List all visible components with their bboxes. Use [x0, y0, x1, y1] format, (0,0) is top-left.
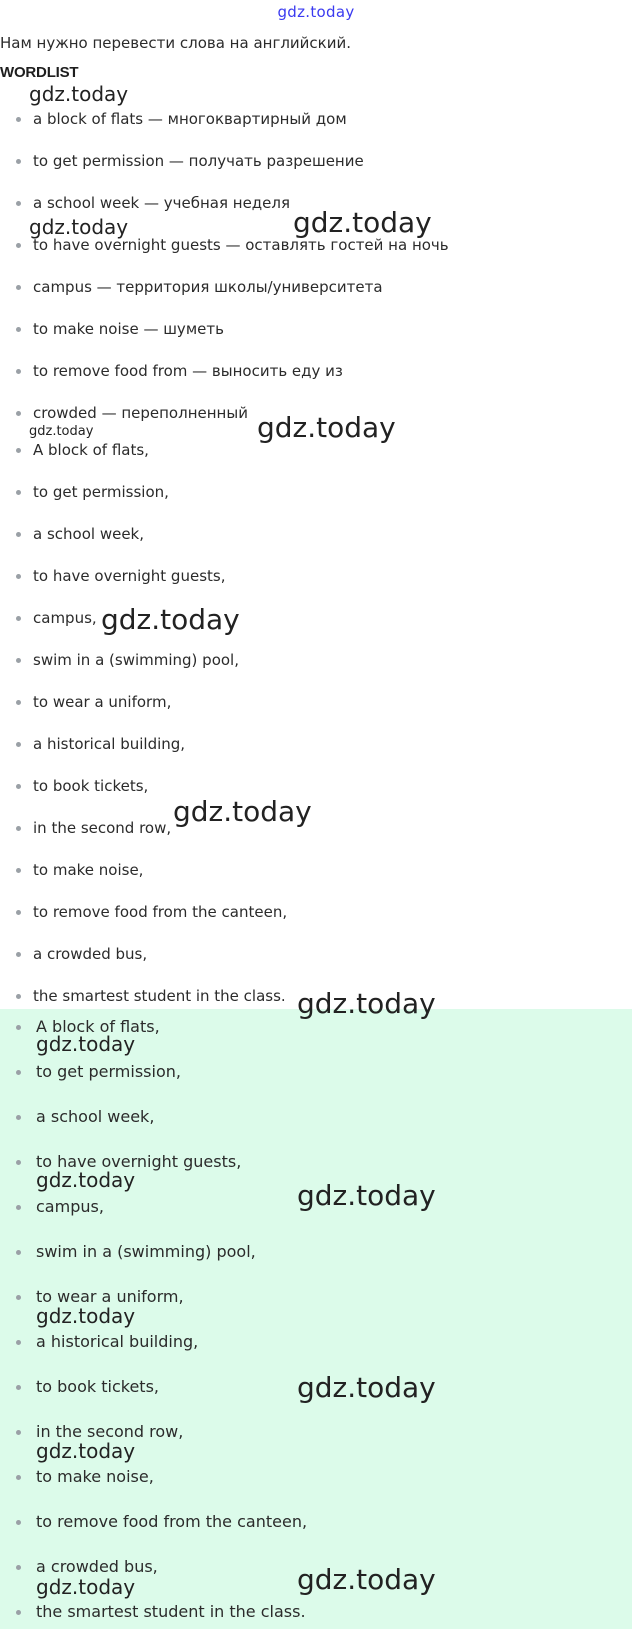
bullet-icon [16, 742, 21, 747]
watermark: gdz.today [257, 411, 396, 444]
bullet-icon [16, 1385, 21, 1390]
bullet-icon [16, 1250, 21, 1255]
list-item [0, 1107, 632, 1152]
bullet-icon [16, 243, 21, 248]
watermark: gdz.today [29, 424, 94, 439]
list-item-text: a school week, [33, 525, 144, 543]
list-item-text: A block of flats, [36, 1017, 160, 1036]
bullet-icon [16, 616, 21, 621]
bullet-icon [16, 327, 21, 332]
list-item-text: a crowded bus, [33, 945, 148, 963]
watermark: gdz.today [36, 1304, 136, 1328]
intro-text: Нам нужно перевести слова на английский. [0, 34, 351, 52]
bullet-icon [16, 1610, 21, 1615]
wordlist [0, 109, 632, 445]
watermark: gdz.today [29, 82, 129, 106]
list-item-text: a historical building, [33, 735, 186, 753]
bullet-icon [16, 784, 21, 789]
bullet-icon [16, 826, 21, 831]
list-item-text: to get permission — получать разрешение [33, 152, 364, 170]
list-item-text: in the second row, [33, 819, 172, 837]
list-item [0, 361, 632, 403]
list-item [0, 109, 632, 151]
list-item [0, 524, 632, 566]
site-link[interactable]: gdz.today [277, 3, 355, 21]
list-item-text: to remove food from the canteen, [33, 903, 288, 921]
list-item [0, 440, 632, 482]
list-item-text: to get permission, [36, 1062, 181, 1081]
bullet-icon [16, 1295, 21, 1300]
bullet-icon [16, 1475, 21, 1480]
list-item-text: in the second row, [36, 1422, 184, 1441]
list-item [0, 902, 632, 944]
list-item-text: a historical building, [36, 1332, 199, 1351]
list-item-text: A block of flats, [33, 441, 149, 459]
list-item-text: campus — территория школы/университета [33, 278, 383, 296]
list-item-text: a school week — учебная неделя [33, 194, 291, 212]
bullet-icon [16, 1160, 21, 1165]
bullet-icon [16, 490, 21, 495]
list-item [0, 734, 632, 776]
bullet-icon [16, 952, 21, 957]
bullet-icon [16, 369, 21, 374]
list-item [0, 277, 632, 319]
list-item-text: to wear a uniform, [36, 1287, 184, 1306]
list-item-text: swim in a (swimming) pool, [36, 1242, 256, 1261]
watermark: gdz.today [293, 206, 432, 239]
list-item-text: to make noise, [33, 861, 144, 879]
watermark: gdz.today [36, 1032, 136, 1056]
list-item-text: to book tickets, [33, 777, 149, 795]
list-item [0, 603, 632, 650]
bullet-icon [16, 700, 21, 705]
bullet-icon [16, 658, 21, 663]
list-item-text: to book tickets, [36, 1377, 159, 1396]
list-item-text: to have overnight guests, [33, 567, 226, 585]
bullet-icon [16, 574, 21, 579]
list-item-text: to make noise — шуметь [33, 320, 224, 338]
bullet-icon [16, 994, 21, 999]
list-item [0, 860, 632, 902]
bullet-icon [16, 201, 21, 206]
list-item-text: to wear a uniform, [33, 693, 172, 711]
section-heading: WORDLIST [0, 64, 79, 81]
list-item [0, 818, 632, 860]
bullet-icon [16, 1565, 21, 1570]
list-item [0, 692, 632, 734]
answer-list [0, 440, 632, 1028]
bullet-icon [16, 159, 21, 164]
bullet-icon [16, 448, 21, 453]
watermark: gdz.today [101, 603, 240, 636]
list-item-text: to make noise, [36, 1467, 154, 1486]
bullet-icon [16, 1340, 21, 1345]
watermark: gdz.today [297, 987, 436, 1020]
list-item-text: a crowded bus, [36, 1557, 158, 1576]
list-item-text: to get permission, [33, 483, 169, 501]
list-item-text: crowded — переполненный [33, 404, 248, 422]
list-item [0, 776, 632, 818]
bullet-icon [16, 1205, 21, 1210]
watermark: gdz.today [297, 1371, 436, 1404]
list-item-text: the smartest student in the class. [33, 987, 286, 1005]
watermark: gdz.today [297, 1179, 436, 1212]
bullet-icon [16, 285, 21, 290]
list-item [0, 319, 632, 361]
list-item-text: to have overnight guests, [36, 1152, 242, 1171]
list-item [0, 235, 632, 277]
list-item-text: swim in a (swimming) pool, [33, 651, 239, 669]
bullet-icon [16, 117, 21, 122]
list-item-text: to have overnight guests — оставлять гостей на ночь [33, 236, 449, 254]
bullet-icon [16, 1115, 21, 1120]
bullet-icon [16, 868, 21, 873]
list-item [0, 566, 632, 608]
list-item [0, 944, 632, 986]
bullet-icon [16, 1025, 21, 1030]
bullet-icon [16, 1520, 21, 1525]
list-item-text: to remove food from the canteen, [36, 1512, 308, 1531]
list-item [0, 1062, 632, 1107]
watermark: gdz.today [297, 1563, 436, 1596]
list-item-text: to remove food from — выносить еду из [33, 362, 343, 380]
bullet-icon [16, 910, 21, 915]
list-item [0, 1512, 632, 1557]
list-item [0, 1602, 632, 1647]
bullet-icon [16, 1070, 21, 1075]
bullet-icon [16, 1430, 21, 1435]
list-item-text: the smartest student in the class. [36, 1602, 306, 1621]
list-item [0, 482, 632, 524]
bullet-icon [16, 411, 21, 416]
watermark: gdz.today [36, 1168, 136, 1192]
list-item [0, 151, 632, 193]
list-item-text: a block of flats — многоквартирный дом [33, 110, 347, 128]
bullet-icon [16, 532, 21, 537]
watermark: gdz.today [29, 215, 129, 239]
list-item-text: campus, [33, 609, 97, 627]
list-item-text: campus, [36, 1197, 104, 1216]
watermark: gdz.today [36, 1575, 136, 1599]
list-item [0, 1242, 632, 1287]
watermark: gdz.today [36, 1439, 136, 1463]
highlighted-answer-list [0, 1017, 632, 1647]
list-item [0, 650, 632, 692]
watermark: gdz.today [173, 795, 312, 828]
list-item [0, 1467, 632, 1512]
list-item-text: a school week, [36, 1107, 155, 1126]
